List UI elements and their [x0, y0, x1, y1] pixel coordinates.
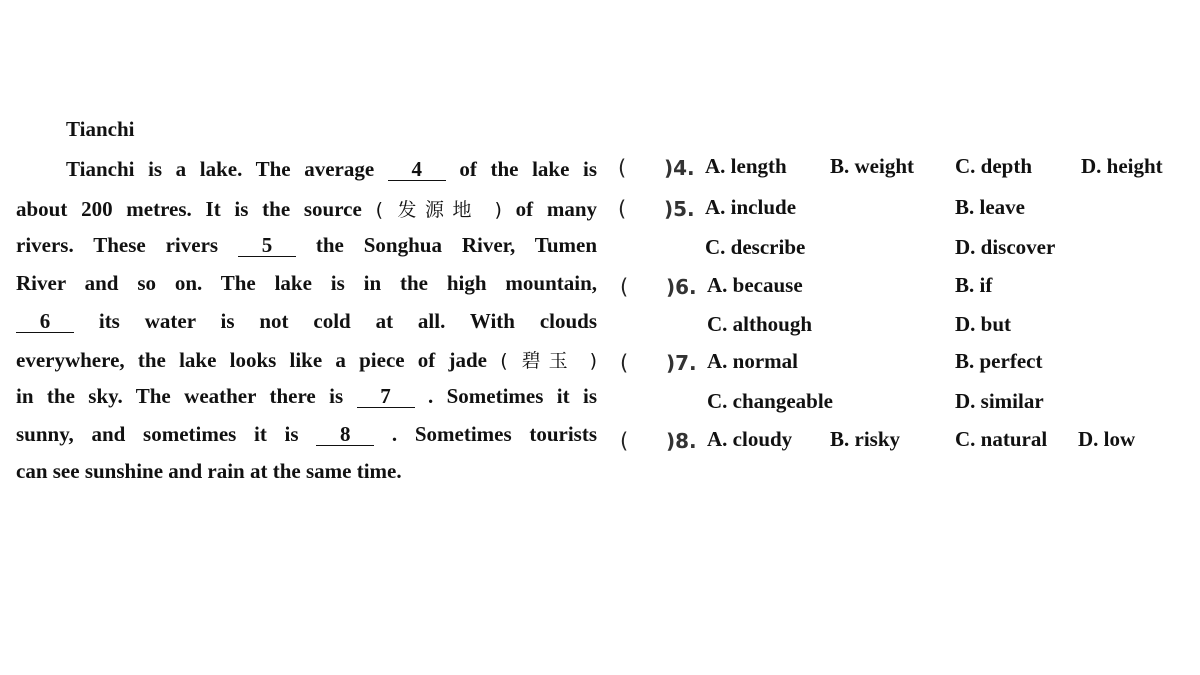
blank-4: 4 [388, 158, 446, 181]
passage-line [16, 422, 597, 447]
passage-line [16, 346, 597, 373]
answer-paren[interactable]: ( [620, 429, 629, 453]
option-c: C. depth [955, 154, 1033, 178]
question-number: )6. [666, 275, 697, 299]
passage-text: . Sometimes it is [427, 384, 597, 408]
blank-6: 6 [16, 310, 74, 333]
option-a: A. because [707, 273, 803, 297]
answer-paren[interactable]: ( [620, 351, 629, 375]
option-d: D. but [955, 312, 1012, 336]
passage-text: can see sunshine and rain at the same time. [16, 459, 402, 483]
passage-text: Tianchi is a lake. The average [66, 157, 375, 181]
option-d: D. discover [955, 235, 1056, 259]
option-c: C. natural [955, 427, 1048, 451]
passage-line [16, 384, 597, 409]
passage-text: everywhere, the lake looks like a piece of jade [16, 348, 488, 372]
passage-text: of the lake is [459, 157, 597, 181]
passage-text: the Songhua River, Tumen [315, 233, 597, 257]
question-number: )8. [666, 429, 697, 453]
option-a: A. include [705, 195, 797, 219]
option-b: B. if [955, 273, 993, 297]
passage-text: River and so on. The lake is in the high mountain, [16, 271, 597, 295]
blank-7: 7 [357, 385, 415, 408]
option-a: A. normal [707, 349, 798, 373]
answer-paren[interactable]: ( [618, 197, 627, 221]
blank-8: 8 [316, 423, 374, 446]
passage-line [16, 233, 597, 258]
option-c: C. although [707, 312, 813, 336]
option-d: D. low [1078, 427, 1136, 451]
option-d: D. similar [955, 389, 1044, 413]
passage-text: in the sky. The weather there is [16, 384, 344, 408]
passage-line [16, 309, 597, 334]
passage-text: . Sometimes tourists [391, 422, 597, 446]
passage-line [66, 157, 597, 182]
option-b: B. leave [955, 195, 1025, 219]
option-a: A. length [705, 154, 787, 178]
question-number: )5. [664, 197, 695, 221]
blank-5: 5 [238, 234, 296, 257]
passage-text: its water is not cold at all. With clouds [98, 309, 597, 333]
passage-text: about 200 metres. It is the source [16, 197, 362, 221]
option-c: C. describe [705, 235, 806, 259]
question-number: )4. [664, 156, 695, 180]
passage-line [16, 459, 597, 484]
option-a: A. cloudy [707, 427, 793, 451]
passage-line [16, 271, 597, 296]
passage-title: Tianchi [66, 117, 135, 141]
passage-text: of many [515, 197, 597, 221]
chinese-gloss: ( 发源地 ) [375, 199, 502, 221]
question-number: )7. [666, 351, 697, 375]
chinese-gloss: ( 碧玉 ) [500, 350, 597, 372]
answer-paren[interactable]: ( [618, 156, 627, 180]
option-b: B. perfect [955, 349, 1043, 373]
option-c: C. changeable [707, 389, 833, 413]
passage-text: rivers. These rivers [16, 233, 219, 257]
option-b: B. weight [830, 154, 914, 178]
answer-paren[interactable]: ( [620, 275, 629, 299]
passage-text: sunny, and sometimes it is [16, 422, 299, 446]
passage-line [16, 195, 597, 222]
option-b: B. risky [830, 427, 901, 451]
option-d: D. height [1081, 154, 1163, 178]
